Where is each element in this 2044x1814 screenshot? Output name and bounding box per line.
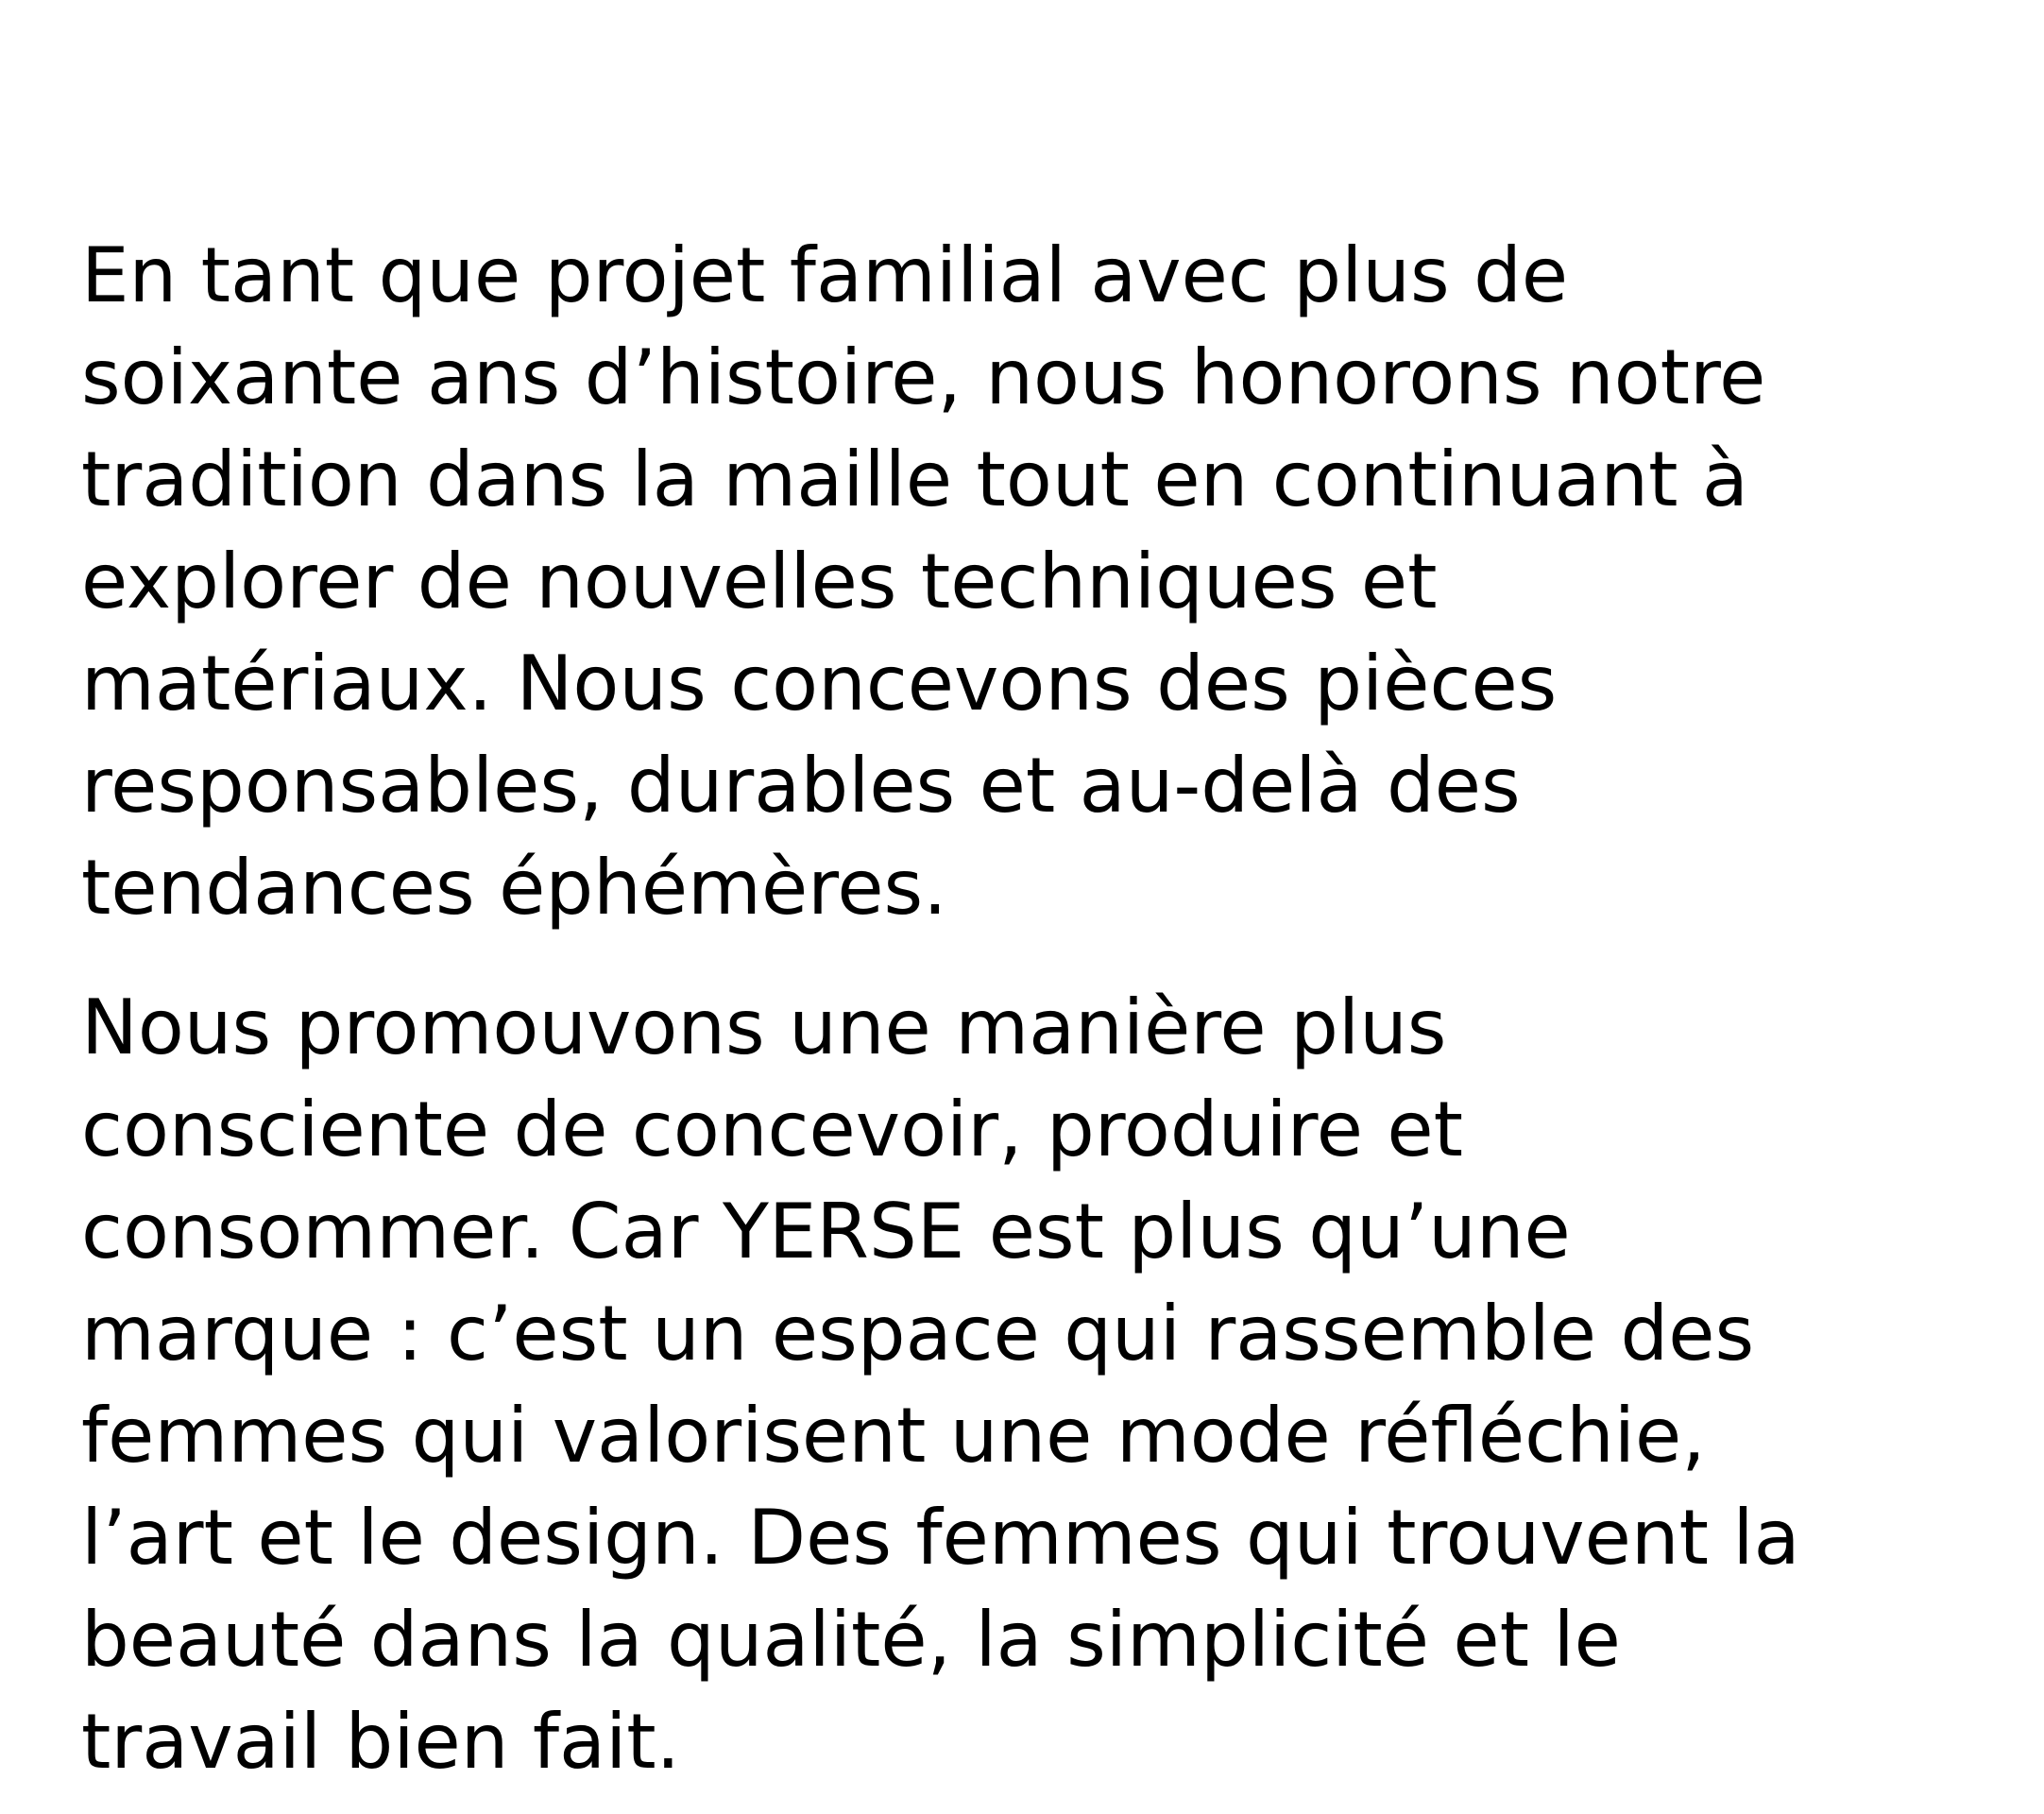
paragraph-line: En tant que projet familial avec plus de xyxy=(81,231,1569,319)
paragraph-line: explorer de nouvelles techniques et xyxy=(81,538,1438,625)
paragraph-line: travail bien fait. xyxy=(81,1698,681,1786)
paragraph-2 xyxy=(81,977,2008,1793)
paragraph-line: Nous promouvons une manière plus xyxy=(81,984,1447,1071)
paragraph-line: consommer. Car YERSE est plus qu’une xyxy=(81,1188,1571,1275)
paragraph-line: tendances éphémères. xyxy=(81,844,947,932)
paragraph-line: marque : c’est un espace qui rassemble des xyxy=(81,1290,1755,1378)
paragraph-line: consciente de concevoir, produire et xyxy=(81,1086,1463,1173)
body-text xyxy=(81,225,2008,1793)
paragraph-line: responsables, durables et au-delà des xyxy=(81,742,1521,830)
paragraph-line: beauté dans la qualité, la simplicité et le xyxy=(81,1596,1621,1684)
paragraph-line: matériaux. Nous concevons des pièces xyxy=(81,640,1558,727)
paragraph-line: l’art et le design. Des femmes qui trouvent la xyxy=(81,1494,1800,1582)
paragraph-1 xyxy=(81,225,2008,939)
paragraph-line: soixante ans d’histoire, nous honorons notre xyxy=(81,334,1766,421)
paragraph-line: femmes qui valorisent une mode réfléchie, xyxy=(81,1392,1706,1480)
paragraph-line: tradition dans la maille tout en continuant à xyxy=(81,436,1748,523)
paragraph-spacer xyxy=(81,939,2008,977)
